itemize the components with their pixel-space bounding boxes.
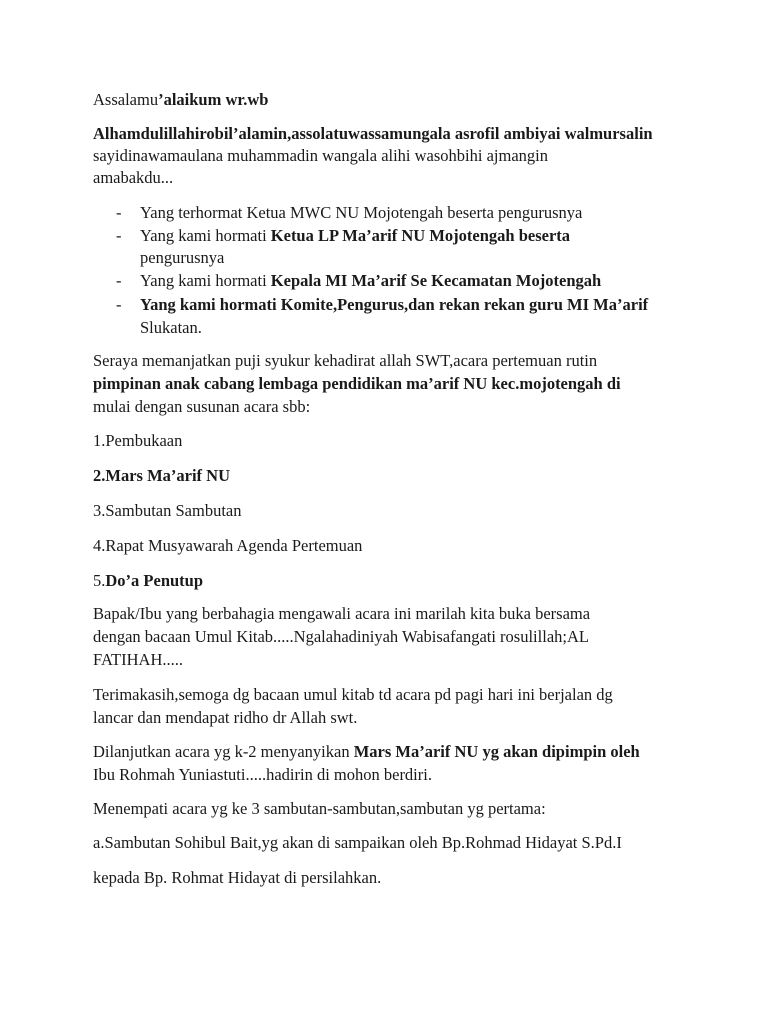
honorific-3-part-2: Kepala MI Ma’arif Se Kecamatan Mojotengah <box>270 271 602 290</box>
para5-line-1: a.Sambutan Sohibul Bait,yg akan di sampaikan oleh Bp.Rohmad Hidayat S.Pd.I <box>93 833 622 852</box>
agenda-item-5-number: 5. <box>93 571 106 590</box>
para3-line-2: Ibu Rohmah Yuniastuti.....hadirin di mohon berdiri. <box>93 765 432 784</box>
para2-line-1: Terimakasih,semoga dg bacaan umul kitab td acara pd pagi hari ini berjalan dg <box>93 685 613 704</box>
greeting-part-1: Assalamu <box>93 90 159 109</box>
para1-line-1: Bapak/Ibu yang berbahagia mengawali acara ini marilah kita buka bersama <box>93 604 591 623</box>
bullet-dash-3: - <box>116 271 122 290</box>
honorific-4-continued: Slukatan. <box>140 318 202 337</box>
para1-line-2: dengan bacaan Umul Kitab.....Ngalahadiniyah Wabisafangati rosulillah;AL <box>93 627 589 646</box>
opening-line-1: Alhamdulillahirobil’alamin,assolatuwassamungala asrofil ambiyai walmursalin <box>93 124 653 143</box>
bullet-dash-1: - <box>116 203 122 222</box>
honorific-3-part-1: Yang kami hormati <box>140 271 271 290</box>
para2-line-2: lancar dan mendapat ridho dr Allah swt. <box>93 708 358 727</box>
opening-line-2: sayidinawamaulana muhammadin wangala alihi wasohbihi ajmangin <box>93 146 548 165</box>
agenda-item-3: 3.Sambutan Sambutan <box>93 501 242 520</box>
para6-line-1: kepada Bp. Rohmat Hidayat di persilahkan. <box>93 868 382 887</box>
bullet-dash-2: - <box>116 226 122 245</box>
agenda-item-2: 2.Mars Ma’arif NU <box>93 466 230 485</box>
para1-line-3: FATIHAH..... <box>93 650 183 669</box>
para3-line-1 <box>93 741 640 763</box>
agenda-item-1: 1.Pembukaan <box>93 431 183 450</box>
honorific-2-part-1: Yang kami hormati <box>140 226 271 245</box>
intro-line-1: Seraya memanjatkan puji syukur kehadirat allah SWT,acara pertemuan rutin <box>93 351 598 370</box>
intro-line-3: mulai dengan susunan acara sbb: <box>93 397 311 416</box>
greeting-part-2: ’alaikum wr.wb <box>158 90 269 109</box>
opening-line-3: amabakdu... <box>93 168 174 187</box>
greeting <box>93 89 268 111</box>
honorific-4: Yang kami hormati Komite,Pengurus,dan rekan rekan guru MI Ma’arif <box>140 295 649 314</box>
honorific-2 <box>140 225 570 247</box>
honorific-2-part-2: Ketua LP Ma’arif NU Mojotengah beserta <box>270 226 571 245</box>
para3-line-1-part-1: Dilanjutkan acara yg k-2 menyanyikan <box>93 742 354 761</box>
agenda-item-4: 4.Rapat Musyawarah Agenda Pertemuan <box>93 536 363 555</box>
honorific-1: Yang terhormat Ketua MWC NU Mojotengah beserta pengurusnya <box>140 203 583 222</box>
agenda-item-5-label: Do’a Penutup <box>105 571 204 590</box>
bullet-dash-4: - <box>116 295 122 314</box>
honorific-3 <box>140 270 601 292</box>
intro-line-2: pimpinan anak cabang lembaga pendidikan ma’arif NU kec.mojotengah di <box>93 374 621 393</box>
para4-line-1: Menempati acara yg ke 3 sambutan-sambutan,sambutan yg pertama: <box>93 799 546 818</box>
honorific-2-continued: pengurusnya <box>140 248 225 267</box>
para3-line-1-part-2: Mars Ma’arif NU yg akan dipimpin oleh <box>353 742 640 761</box>
agenda-item-5 <box>93 570 203 592</box>
